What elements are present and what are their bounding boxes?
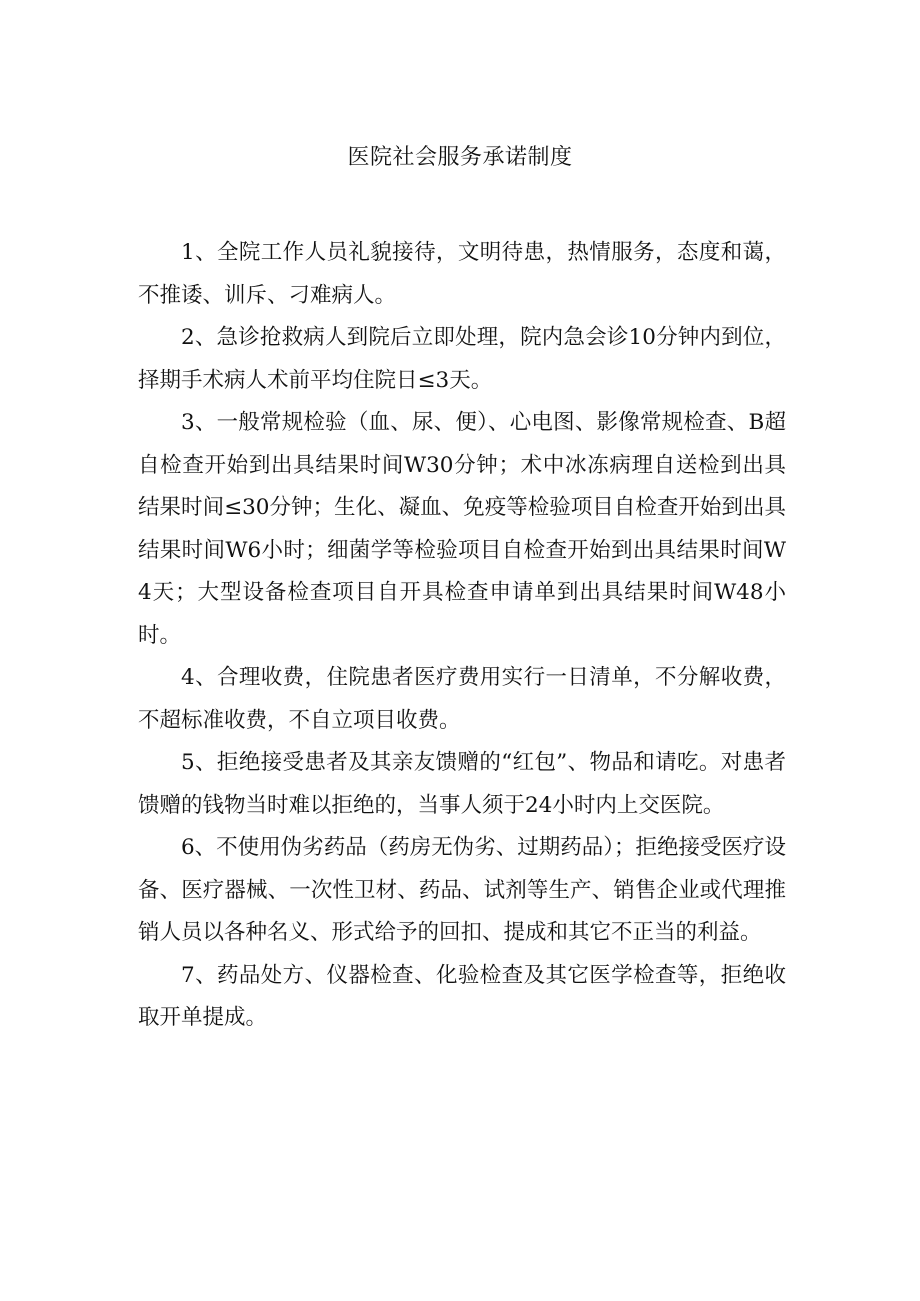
paragraph-2: 2、急诊抢救病人到院后立即处理，院内急会诊10分钟内到位，择期手术病人术前平均住院日≤3天。	[138, 325, 786, 393]
paragraph-7: 7、药品处方、仪器检查、化验检查及其它医学检查等，拒绝收取开单提成。	[138, 962, 786, 1030]
document-body	[138, 232, 786, 1040]
paragraph-5: 5、拒绝接受患者及其亲友馈赠的“红包”、物品和请吃。对患者馈赠的钱物当时难以拒绝的，当事人须于24小时内上交医院。	[138, 750, 786, 818]
paragraph-3: 3、一般常规检验（血、尿、便）、心电图、影像常规检查、B超自检查开始到出具结果时间W30分钟；术中冰冻病理自送检到出具结果时间≤30分钟；生化、凝血、免疫等检验项目自检查开始到出具结果时间W6小时；细菌学等检验项目自检查开始到出具结果时间W4天；大型设备检查项目自开具检查申请单到出具结果时间W48小时。	[138, 410, 786, 648]
paragraph-1: 1、全院工作人员礼貌接待，文明待患，热情服务，态度和蔼，不推诿、训斥、刁难病人。	[138, 240, 786, 308]
paragraph-6: 6、不使用伪劣药品（药房无伪劣、过期药品）；拒绝接受医疗设备、医疗器械、一次性卫材、药品、试剂等生产、销售企业或代理推销人员以各种名义、形式给予的回扣、提成和其它不正当的利益。	[138, 835, 786, 945]
paragraph-4: 4、合理收费，住院患者医疗费用实行一日清单，不分解收费，不超标准收费，不自立项目收费。	[138, 665, 786, 733]
document-title: 医院社会服务承诺制度	[347, 145, 573, 170]
